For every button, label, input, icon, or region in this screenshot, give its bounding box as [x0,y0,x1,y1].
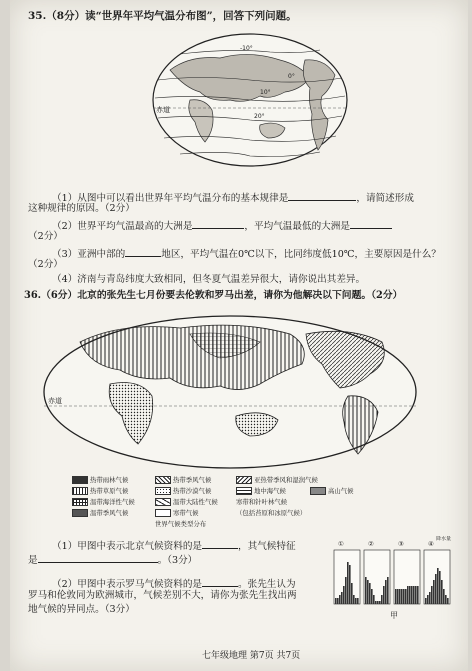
q36-p2-line2: 罗马和伦敦同为欧洲城市，气候差别不大，请你为张先生找出两 [28,590,297,601]
legend-swatch-10 [72,509,88,517]
climate-chart-bar [347,562,349,604]
climate-chart-bar [397,589,399,604]
q35-p3-score: （2分） [28,259,63,270]
legend-label-7: 温带海洋性气候 [90,498,135,506]
climate-chart-bar [399,589,401,604]
legend-label-5: 热带沙漠气候 [173,487,212,495]
chart-label-3: ③ [398,540,404,548]
climate-map-equator-label: 赤道 [48,397,62,405]
legend-title: 世界气候类型分布 [155,520,207,528]
chart-label-2: ② [368,540,374,548]
climate-chart-bar [427,595,429,604]
exam-page [10,0,468,671]
q36-p1-text-d: 。（3分） [157,555,198,566]
q35-p3-answer-blank[interactable] [125,246,161,257]
q35-p3-text-a: （3）亚洲中部的 [52,249,126,260]
q36-p1-line1 [52,538,296,553]
climate-chart-bar [379,601,381,604]
legend-label-9: 高山气候 [328,487,354,495]
q35-p2-score: （2分） [28,231,63,242]
legend-label-4: 热带草原气候 [90,487,129,495]
isotherm-label-d: 20° [254,113,265,120]
legend-item-3 [236,476,318,484]
legend-swatch-7 [72,498,88,506]
climate-chart-bar [343,586,345,604]
legend-swatch-4 [72,487,88,495]
q36-p2-text-a: （2）甲图中表示罗马气候资料的是 [52,579,203,590]
climate-chart-bar [337,598,339,604]
legend-item-6 [236,487,286,495]
legend-item-9 [310,487,354,495]
legend-swatch-11 [155,509,171,517]
legend-item-5 [155,487,211,495]
q35-p3-line1 [52,246,441,261]
q35-p4: （4）济南与青岛纬度大致相同，但冬夏气温差异很大，请你说出其差异。 [52,274,366,285]
q36-p1-answer-blank-2[interactable] [38,552,158,563]
q35-p1-text-a: （1）从图中可以看出世界年平均气温分布的基本规律是 [52,193,289,204]
climate-chart-bar [345,577,347,604]
legend-item-2 [155,476,211,484]
q35-p2-answer-blank-1[interactable] [192,218,244,229]
climate-chart-bar [439,571,441,604]
climate-chart-bar [369,583,371,604]
q35-p1-answer-blank[interactable] [288,190,356,201]
legend-label-6: 地中海气候 [254,487,286,495]
climate-chart-bar [429,592,431,604]
q35-p2-text-a: （2）世界平均气温最高的大洲是 [52,221,193,232]
legend-item-8 [155,498,218,506]
legend-label-1: 热带雨林气候 [90,476,129,484]
legend-label-3: 亚热带季风和湿润气候 [254,476,318,484]
climate-chart-bar [351,583,353,604]
legend-swatch-8 [155,498,171,506]
q36-p1-text-b: ，其气候特征 [238,541,296,552]
climate-chart-bar [349,565,351,604]
climate-chart-bar [403,589,405,604]
legend-swatch-1 [72,476,88,484]
q36-p1-text-a: （1）甲图中表示北京气候资料的是 [52,541,203,552]
legend-swatch-6 [236,487,252,495]
climate-chart-bar [395,589,397,604]
climate-chart-bar [443,589,445,604]
q36-p1-line2 [28,552,197,567]
climate-chart-bar [371,589,373,604]
page-footer: 七年级地理 第7页 共7页 [202,651,301,661]
chart-label-1: ① [338,540,344,548]
legend-extra-b: （包括苔原和冰原气候） [236,509,307,517]
q35-p2-answer-blank-2[interactable] [350,218,392,229]
q36-p2-answer-blank[interactable] [202,576,238,587]
q35-p2-line1 [52,218,392,233]
climate-chart-bar [383,586,385,604]
legend-item-1 [72,476,128,484]
legend-item-4 [72,487,128,495]
q35-header: 35.（8分）读“世界年平均气温分布图”，回答下列问题。 [28,10,297,22]
climate-charts [332,536,460,622]
climate-chart-bar [387,577,389,604]
climate-chart-bar [407,586,409,604]
legend-label-8: 温带大陆性气候 [173,498,218,506]
isotherm-label-c: 10° [260,89,271,96]
climate-chart-bar [409,586,411,604]
q35-p1-line2: 这种规律的原因。（2分） [28,203,135,214]
chart-side-label: 降水量 [436,536,452,542]
climate-chart-bar [447,598,449,604]
climate-chart-bar [375,601,377,604]
q36-p2-line1 [52,576,296,591]
q35-p2-text-b: ，平均气温最低的大洲是 [244,221,350,232]
climate-chart-bar [435,574,437,604]
legend-item-7 [72,498,135,506]
isotherm-label-a: -10° [240,45,253,52]
climate-chart-bar [417,586,419,604]
climate-chart-bar [341,592,343,604]
legend-extra-a: 寒带和针叶林气候 [236,498,288,506]
climate-chart-bar [411,586,413,604]
climate-chart-bar [401,589,403,604]
q35-p3-text-b: 地区，平均气温在0℃以下，比同纬度低10℃，主要原因是什么？ [161,249,441,260]
climate-chart-bar [355,598,357,604]
q36-p1-answer-blank-1[interactable] [202,538,238,549]
climate-chart-bar [431,586,433,604]
climate-chart-bar [445,595,447,604]
climate-chart-bar [385,580,387,604]
isotherm-label-b: 0° [288,73,295,80]
legend-label-11: 寒带气候 [173,509,199,517]
q36-p2-line3: 地气候的异同点。（3分） [28,604,135,615]
climate-chart-bar [437,568,439,604]
world-climate-map [40,312,420,472]
climate-chart-bar [415,586,417,604]
climate-chart-bar [413,586,415,604]
map-equator-label: 赤道 [156,106,170,114]
climate-chart-bar [373,595,375,604]
climate-chart-bar [353,595,355,604]
legend-swatch-2 [155,476,171,484]
legend-label-2: 热带季风气候 [173,476,212,484]
climate-chart-bar [441,580,443,604]
climate-chart-bar [367,580,369,604]
climate-chart-bar [339,595,341,604]
climate-chart-bar [377,601,379,604]
q36-p2-text-b: 。张先生认为 [238,579,296,590]
climate-chart-bar [433,580,435,604]
legend-swatch-9 [310,487,326,495]
climate-chart-bar [425,598,427,604]
climate-chart-bar [335,598,337,604]
q36-header: 36.（6分）北京的张先生七月份要去伦敦和罗马出差，请你为他解决以下问题。（2分） [24,290,403,301]
climate-chart-bar [365,577,367,604]
world-temperature-map [150,30,350,170]
q36-p1-text-c: 是 [28,555,38,566]
q35-p1-text-b: ，请简述形成 [356,193,414,204]
legend-swatch-3 [236,476,252,484]
climate-chart-bar [357,598,359,604]
climate-chart-bar [405,589,407,604]
legend-label-10: 温带季风气候 [90,509,129,517]
legend-swatch-5 [155,487,171,495]
chart-caption: 甲 [390,611,398,620]
climate-chart-bar [381,595,383,604]
legend-item-10 [72,509,128,517]
legend-item-11 [155,509,199,517]
chart-label-4: ④ [428,540,434,548]
